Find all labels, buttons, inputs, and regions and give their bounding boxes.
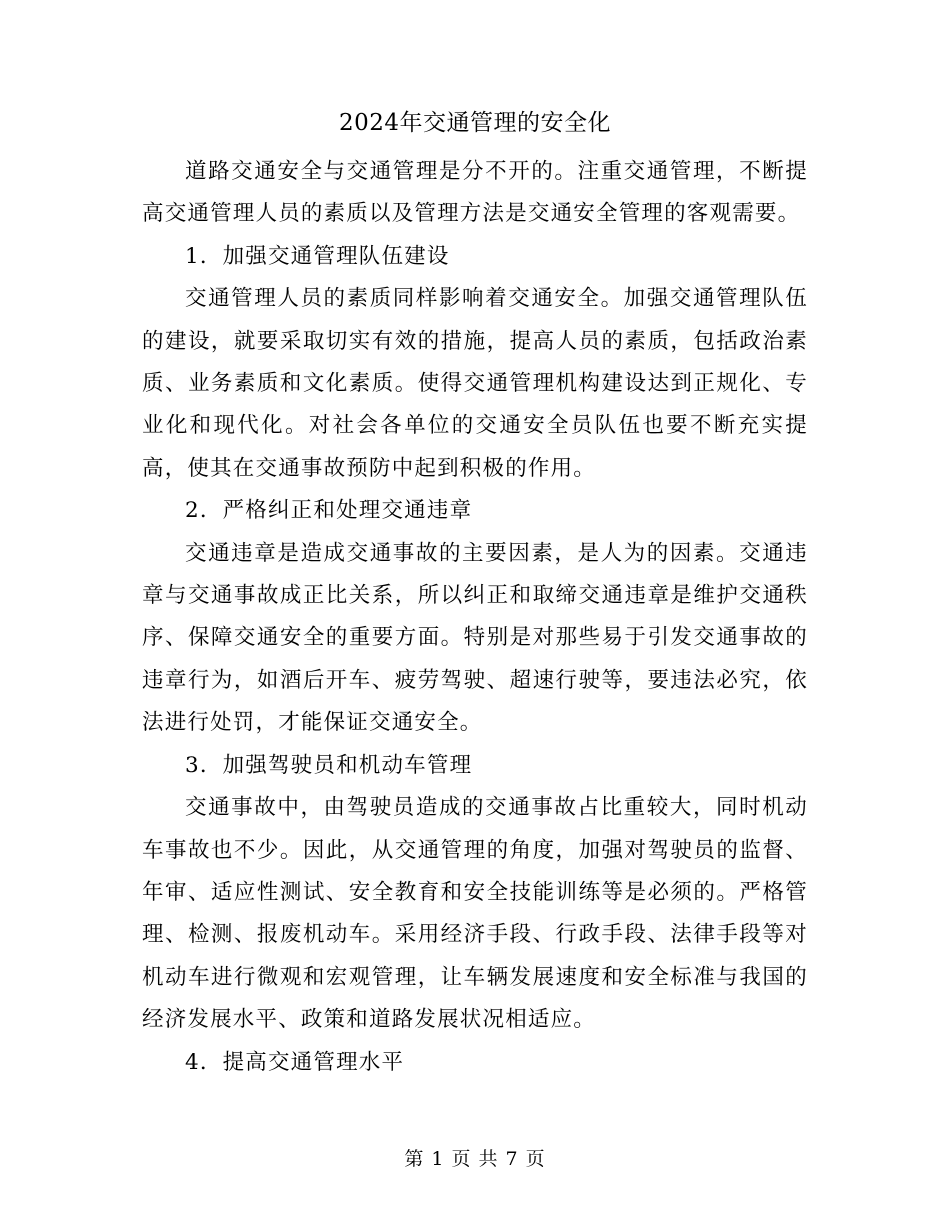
page-footer: 第 1 页 共 7 页	[404, 1148, 546, 1170]
section-heading-1: 1．加强交通管理队伍建设	[185, 243, 450, 269]
paragraph-intro: 道路交通安全与交通管理是分不开的。注重交通管理，不断提高交通管理人员的素质以及管理方法是交通安全管理的客观需要。	[142, 159, 808, 227]
paragraph-section-2: 交通违章是造成交通事故的主要因素，是人为的因素。交通违章与交通事故成正比关系，所以纠正和取缔交通违章是维护交通秩序、保障交通安全的重要方面。特别是对那些易于引发交通事故的违章行为，如酒后开车、疲劳驾驶、超速行驶等，要违法必究，依法进行处罚，才能保证交通安全。	[142, 540, 808, 736]
section-heading-3: 3．加强驾驶员和机动车管理	[185, 752, 473, 778]
document-title: 2024年交通管理的安全化	[338, 110, 612, 136]
section-heading-2: 2．严格纠正和处理交通违章	[185, 498, 473, 524]
document-body	[142, 151, 808, 1084]
paragraph-section-3: 交通事故中，由驾驶员造成的交通事故占比重较大，同时机动车事故也不少。因此，从交通管理的角度，加强对驾驶员的监督、年审、适应性测试、安全教育和安全技能训练等是必须的。严格管理、检测、报废机动车。采用经济手段、行政手段、法律手段等对机动车进行微观和宏观管理，让车辆发展速度和安全标准与我国的经济发展水平、政策和道路发展状况相适应。	[142, 795, 808, 1033]
section-heading-4: 4．提高交通管理水平	[185, 1049, 405, 1075]
paragraph-section-1: 交通管理人员的素质同样影响着交通安全。加强交通管理队伍的建设，就要采取切实有效的措施，提高人员的素质，包括政治素质、业务素质和文化素质。使得交通管理机构建设达到正规化、专业化和现代化。对社会各单位的交通安全员队伍也要不断充实提高，使其在交通事故预防中起到积极的作用。	[142, 286, 808, 481]
